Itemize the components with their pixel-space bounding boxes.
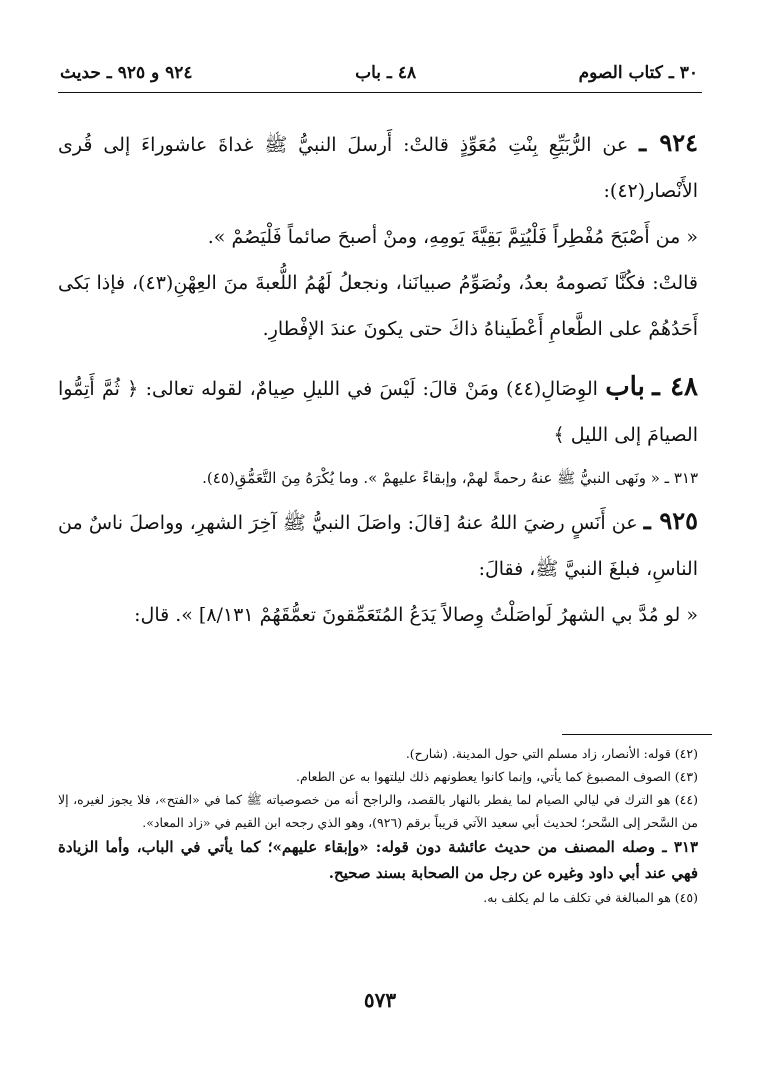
footnote-divider xyxy=(562,734,712,735)
footnote: (٤٢) قوله: الأنصار، زاد مسلم التي حول المدينة. (شارح). xyxy=(405,746,698,761)
header-section: ٤٨ ـ باب xyxy=(355,63,417,83)
footnote: (٤٥) هو المبالغة في تكلف ما لم يكلف به. xyxy=(483,890,698,905)
hadith-text: عن الرُّبَيِّعِ بِنْتِ مُعَوِّذٍ قالتْ: أَرسلَ النبيُّ ﷺ غداةَ عاشوراءَ إلى قُرى الأَنْصار(٤٢): xyxy=(58,134,698,202)
hadith-925-intro xyxy=(58,498,698,592)
hadith-number: ٩٢٥ ـ xyxy=(643,506,698,535)
hadith-925-quote: « لو مُدَّ بي الشهرُ لَواصَلْتُ وِصالاً يَدَعُ المُتَعَمِّقونَ تعمُّقَهُمْ ٨/١٣١] ». قال: xyxy=(134,604,698,626)
hadith-text: عن أَنَسٍ رضيَ اللهُ عنهُ [قالَ: واصَلَ النبيُّ ﷺ آخِرَ الشهرِ، وواصلَ ناسٌ من الناسِ، فبلغَ النبيَّ ﷺ، فقالَ: xyxy=(58,512,698,580)
footnotes xyxy=(58,742,698,909)
header-divider xyxy=(58,92,702,93)
spacer xyxy=(58,352,698,364)
chapter-heading-48 xyxy=(58,364,698,458)
hadith-924-intro xyxy=(58,120,698,214)
footnote: (٤٣) الصوف المصبوغ كما يأتي، وإنما كانوا يعطونهم ذلك ليلتهوا به عن الطعام. xyxy=(296,769,698,784)
footnote: (٤٤) هو الترك في ليالي الصيام لما يفطر بالنهار بالقصد، والراجح أنه من خصوصياته ﷺ كما في «الفتح»، فلا يجوز لغيره، إلا من السَّحر إلى السَّحر؛ لحديث أبي سعيد الآتي قريباً برقم (٩٢٦)، وهو الذي رجحه ابن القيم في «زاد المعاد». xyxy=(58,792,698,830)
hadith-number: ٩٢٤ ـ xyxy=(639,128,698,157)
main-text xyxy=(58,120,698,638)
mualaq-313: ٣١٣ ـ « ونَهى النبيُّ ﷺ عنهُ رحمةً لهمْ، وإبقاءً عليهمْ ». وما يُكْرَهُ مِنَ التَّعَمُّقِ(٤٥). xyxy=(202,469,698,487)
hadith-924-quote: « من أَصْبَحَ مُفْطِراً فَلْيُتِمَّ بَقِيَّةَ يَومِهِ، ومنْ أصبحَ صائماً فَلْيَصُمْ ». xyxy=(207,226,698,248)
header-hadith-range: ٩٢٤ و ٩٢٥ ـ حديث xyxy=(60,63,193,83)
chapter-word: باب xyxy=(605,372,645,402)
header-chapter: ٣٠ ـ كتاب الصوم xyxy=(578,63,698,83)
chapter-title: الوِصَالِ(٤٤) ومَنْ قالَ: لَيْسَ في الليلِ صِيامٌ، لقوله تعالى: ﴿ ثُمَّ أَتِمُّوا الصيامَ إلى الليل ﴾ xyxy=(58,378,698,446)
page-number: ٥٧٣ xyxy=(363,988,397,1012)
hadith-924-continuation: قالتْ: فكُنَّا نَصومهُ بعدُ، ونُصَوِّمُ صبيانَنا، ونجعلُ لَهُمُ اللُّعبةَ منَ العِهْنِ(٤٣)، فإذا بَكى أَحَدُهُمْ على الطَّعامِ أَعْطَيناهُ ذاكَ حتى يكونَ عندَ الإفْطارِ. xyxy=(58,272,698,340)
footnote-takhrij: ٣١٣ ـ وصله المصنف من حديث عائشة دون قوله: «وإبقاء عليهم»؛ كما يأتي في الباب، وأما الزيادة فهي عند أبي داود وغيره عن رجل من الصحابة بسند صحيح. xyxy=(58,838,698,882)
running-header xyxy=(60,58,698,88)
chapter-number: ٤٨ ـ xyxy=(652,372,698,402)
